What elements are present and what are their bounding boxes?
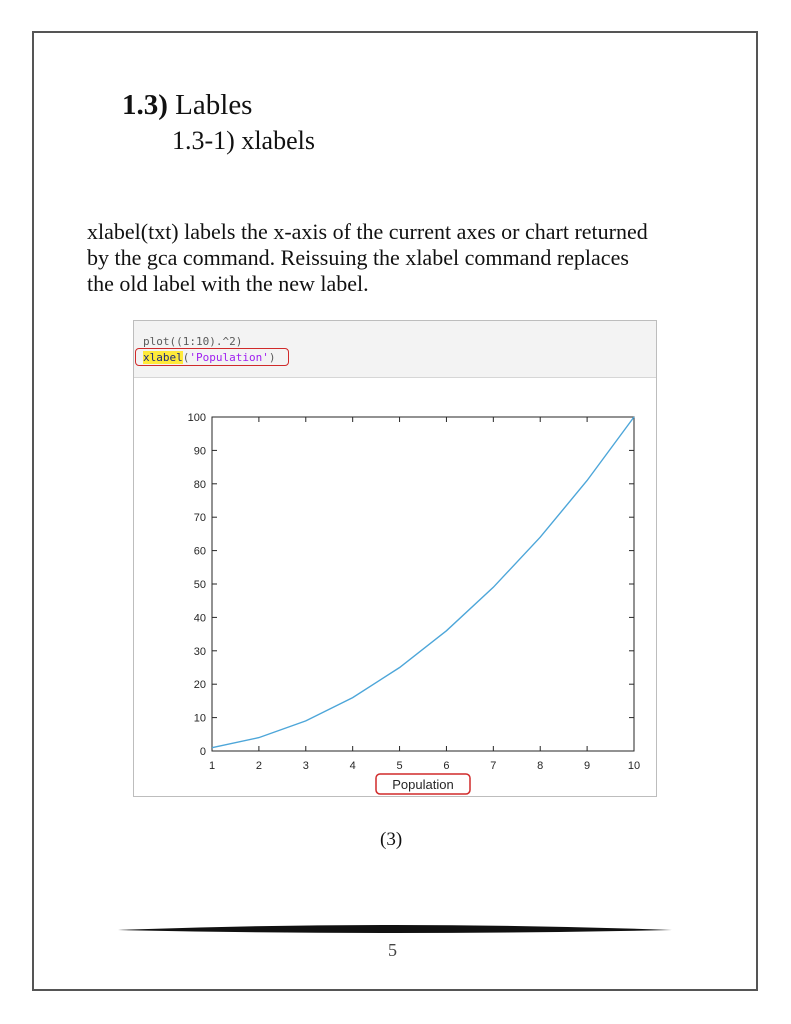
x-tick-label: 8 (537, 760, 544, 772)
paragraph-line: the old label with the new label. (87, 271, 369, 296)
code-line-plot: plot((1:10).^2) (143, 335, 243, 348)
code-panel (134, 321, 656, 378)
paragraph-line: xlabel(txt) labels the x-axis of the current axes or chart returned (87, 219, 648, 244)
code-keyword-xlabel: xlabel (143, 351, 183, 364)
y-tick-label: 70 (193, 512, 206, 525)
x-tick-label: 9 (584, 760, 591, 772)
page-number: 5 (388, 940, 397, 960)
y-tick-label: 20 (193, 679, 206, 692)
paragraph-line: by the gca command. Reissuing the xlabel command replaces (87, 245, 629, 270)
x-tick-label: 2 (255, 760, 262, 772)
section-number: 1.3) (122, 89, 168, 121)
code-paren-close: ) (268, 351, 276, 364)
subsection-heading: 1.3-1) xlabels (172, 126, 315, 155)
y-tick-label: 10 (193, 712, 206, 725)
section-heading (122, 88, 252, 122)
y-tick-label: 0 (199, 746, 206, 758)
y-tick-label: 30 (193, 645, 206, 658)
matlab-figure (133, 320, 657, 797)
y-tick-label: 60 (193, 545, 206, 558)
x-tick-label: 4 (349, 760, 356, 772)
figure-caption: (3) (380, 829, 403, 850)
code-string-literal: 'Population' (189, 351, 269, 364)
x-tick-label: 10 (627, 760, 641, 772)
plot-area (212, 417, 634, 751)
y-tick-label: 50 (193, 579, 206, 591)
code-paren-open: ( (182, 351, 190, 364)
section-title: Lables (175, 89, 253, 121)
x-tick-label: 1 (208, 760, 216, 772)
x-axis-label: Population (392, 777, 454, 792)
y-tick-label: 90 (193, 445, 206, 458)
x-tick-label: 6 (443, 760, 450, 772)
code-highlight-box (135, 348, 289, 366)
line-chart (134, 378, 656, 796)
body-paragraph (87, 219, 707, 297)
y-tick-label: 80 (193, 478, 206, 491)
x-tick-label: 7 (490, 760, 497, 772)
x-tick-label: 3 (302, 760, 309, 772)
footer-divider (0, 918, 791, 942)
y-tick-label: 100 (187, 412, 206, 424)
x-tick-label: 5 (396, 760, 403, 772)
y-tick-label: 40 (193, 612, 206, 625)
